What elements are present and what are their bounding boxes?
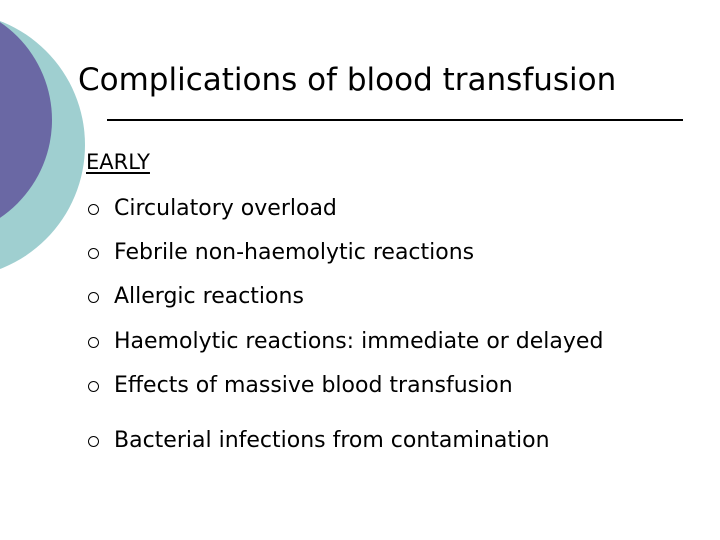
section-label-early: EARLY (86, 150, 150, 174)
hollow-circle-bullet-icon (88, 381, 99, 392)
hollow-circle-bullet-icon (88, 204, 99, 215)
bullet-item (88, 327, 603, 357)
bullet-text: Allergic reactions (114, 284, 304, 309)
bullet-text: Haemolytic reactions: immediate or delayed (114, 329, 604, 354)
bullet-item (88, 282, 304, 312)
hollow-circle-bullet-icon (88, 337, 99, 348)
title-underline-rule (107, 119, 683, 121)
hollow-circle-bullet-icon (88, 436, 99, 447)
slide-title: Complications of blood transfusion (78, 62, 617, 98)
bullet-item (88, 238, 474, 268)
hollow-circle-bullet-icon (88, 292, 99, 303)
bullet-text: Circulatory overload (114, 196, 337, 221)
bullet-item (88, 194, 337, 224)
bullet-item (88, 371, 513, 401)
hollow-circle-bullet-icon (88, 248, 99, 259)
bullet-text: Bacterial infections from contamination (114, 428, 550, 453)
bullet-item (88, 426, 550, 456)
bullet-text: Effects of massive blood transfusion (114, 373, 513, 398)
bullet-text: Febrile non-haemolytic reactions (114, 240, 475, 265)
